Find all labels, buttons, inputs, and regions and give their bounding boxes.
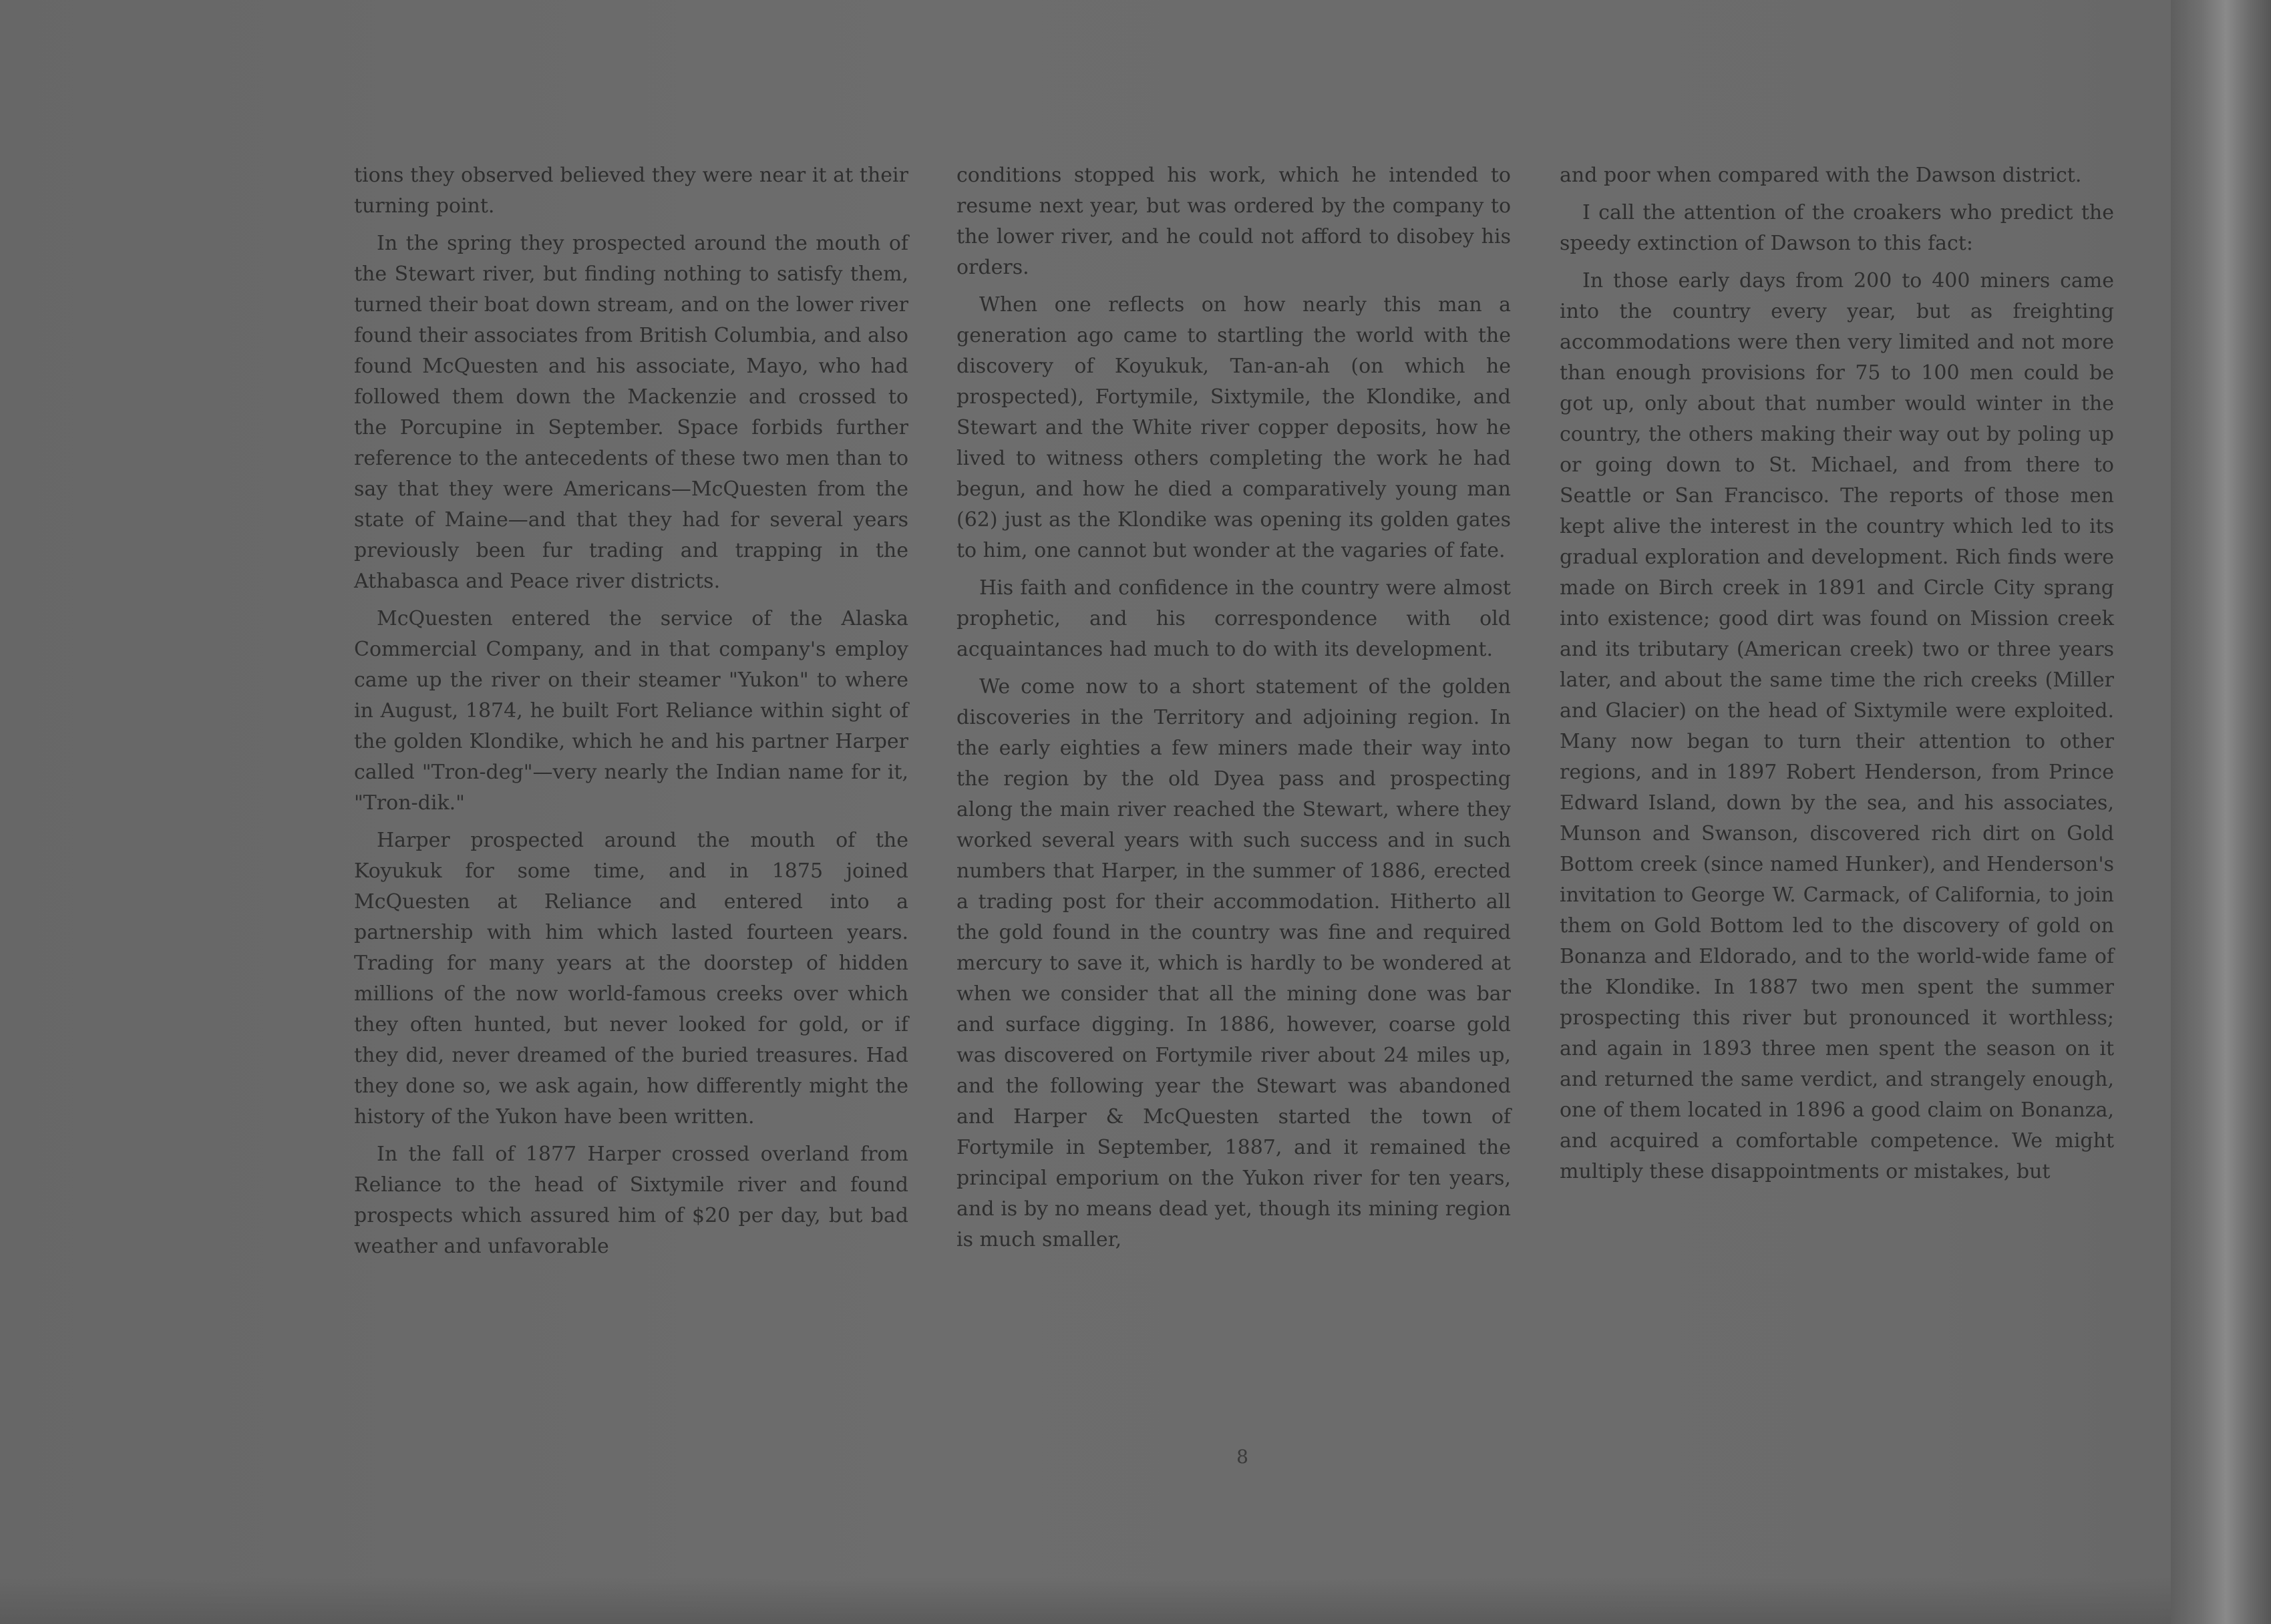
paragraph: Harper prospected around the mouth of the Koyukuk for some time, and in 1875 joined McQuesten at Reliance and entered into a partnership with him which lasted fourteen years. Trading for many years at the doorstep of hidden millions of the now world-famous creeks over which they often hunted, but never looked for gold, or if they did, never dreamed of the buried treasures. Had they done so, we ask again, how differently might the history of the Yukon have been written. — [354, 829, 908, 1129]
text-column-right — [1560, 160, 2114, 1187]
text-column-left — [354, 160, 908, 1262]
paragraph: In those early days from 200 to 400 miners came into the country every year, but as freighting accommodations were then very limited and not more than enough provisions for 75 to 100 men could be got up, only about that number would winter in the country, the others making their way out by poling up or going down to St. Michael, and from there to Seattle or San Francisco. The reports of those men kept alive the interest in the country which led to its gradual exploration and development. Rich finds were made on Birch creek in 1891 and Circle City sprang into existence; good dirt was found on Mission creek and its tributary (American creek) two or three years later, and about the same time the rich creeks (Miller and Glacier) on the head of Sixtymile were exploited. Many now began to turn their attention to other regions, and in 1897 Robert Henderson, from Prince Edward Island, down by the sea, and his associates, Munson and Swanson, discovered rich dirt on Gold Bottom creek (since named Hunker), and Henderson's invitation to George W. Carmack, of California, to join them on Gold Bottom led to the discovery of gold on Bonanza and Eldorado, and to the world-wide fame of the Klondike. In 1887 two men spent the summer prospecting this river but pronounced it worthless; and again in 1893 three men spent the season on it and returned the same verdict, and strangely enough, one of them located in 1896 a good claim on Bonanza, and acquired a comfortable competence. We might multiply these disappointments or mistakes, but — [1560, 269, 2114, 1183]
paragraph: When one reflects on how nearly this man a generation ago came to startling the world with the discovery of Koyukuk, Tan-an-ah (on which he prospected), Fortymile, Sixtymile, the Klondike, and Stewart and the White river copper deposits, how he lived to witness others completing the work he had begun, and how he died a comparatively young man (62) just as the Klondike was opening its golden gates to him, one cannot but wonder at the vagaries of fate. — [956, 293, 1511, 562]
paragraph: McQuesten entered the service of the Alaska Commercial Company, and in that company's employ came up the river on their steamer "Yukon" to where in August, 1874, he built Fort Reliance within sight of the golden Klondike, which he and his partner Harper called "Tron-deg"—very nearly the Indian name for it, "Tron-dik." — [354, 607, 908, 815]
paragraph: In the fall of 1877 Harper crossed overland from Reliance to the head of Sixtymile river and found prospects which assured him of $20 per day, but bad weather and unfavorable — [354, 1143, 908, 1258]
paragraph: I call the attention of the croakers who predict the speedy extinction of Dawson to this fact: — [1560, 201, 2114, 255]
page-bottom-edge — [0, 1577, 2171, 1624]
book-gutter-shadow — [2171, 0, 2271, 1624]
paragraph: conditions stopped his work, which he intended to resume next year, but was ordered by the company to the lower river, and he could not afford to disobey his orders. — [956, 164, 1511, 279]
paragraph: and poor when compared with the Dawson district. — [1560, 164, 2082, 187]
paragraph: tions they observed believed they were near it at their turning point. — [354, 164, 908, 218]
paragraph: His faith and confidence in the country were almost prophetic, and his correspondence with old acquaintances had much to do with its development. — [956, 576, 1511, 661]
paragraph: In the spring they prospected around the mouth of the Stewart river, but finding nothing to satisfy them, turned their boat down stream, and on the lower river found their associates from British Columbia, and also found McQuesten and his associate, Mayo, who had followed them down the Mackenzie and crossed to the Porcupine in September. Space forbids further reference to the antecedents of these two men than to say that they were Americans—McQuesten from the state of Maine—and that they had for several years previously been fur trading and trapping in the Athabasca and Peace river districts. — [354, 232, 908, 593]
text-column-middle — [956, 160, 1511, 1255]
paragraph: We come now to a short statement of the golden discoveries in the Territory and adjoining region. In the early eighties a few miners made their way into the region by the old Dyea pass and prospecting along the main river reached the Stewart, where they worked several years with such success and in such numbers that Harper, in the summer of 1886, erected a trading post for their accommodation. Hitherto all the gold found in the country was fine and required mercury to save it, which is hardly to be wondered at when we consider that all the mining done was bar and surface digging. In 1886, however, coarse gold was discovered on Fortymile river about 24 miles up, and the following year the Stewart was abandoned and Harper & McQuesten started the town of Fortymile in September, 1887, and it remained the principal emporium on the Yukon river for ten years, and is by no means dead yet, though its mining region is much smaller, — [956, 675, 1511, 1251]
page-number: 8 — [1236, 1446, 1248, 1468]
